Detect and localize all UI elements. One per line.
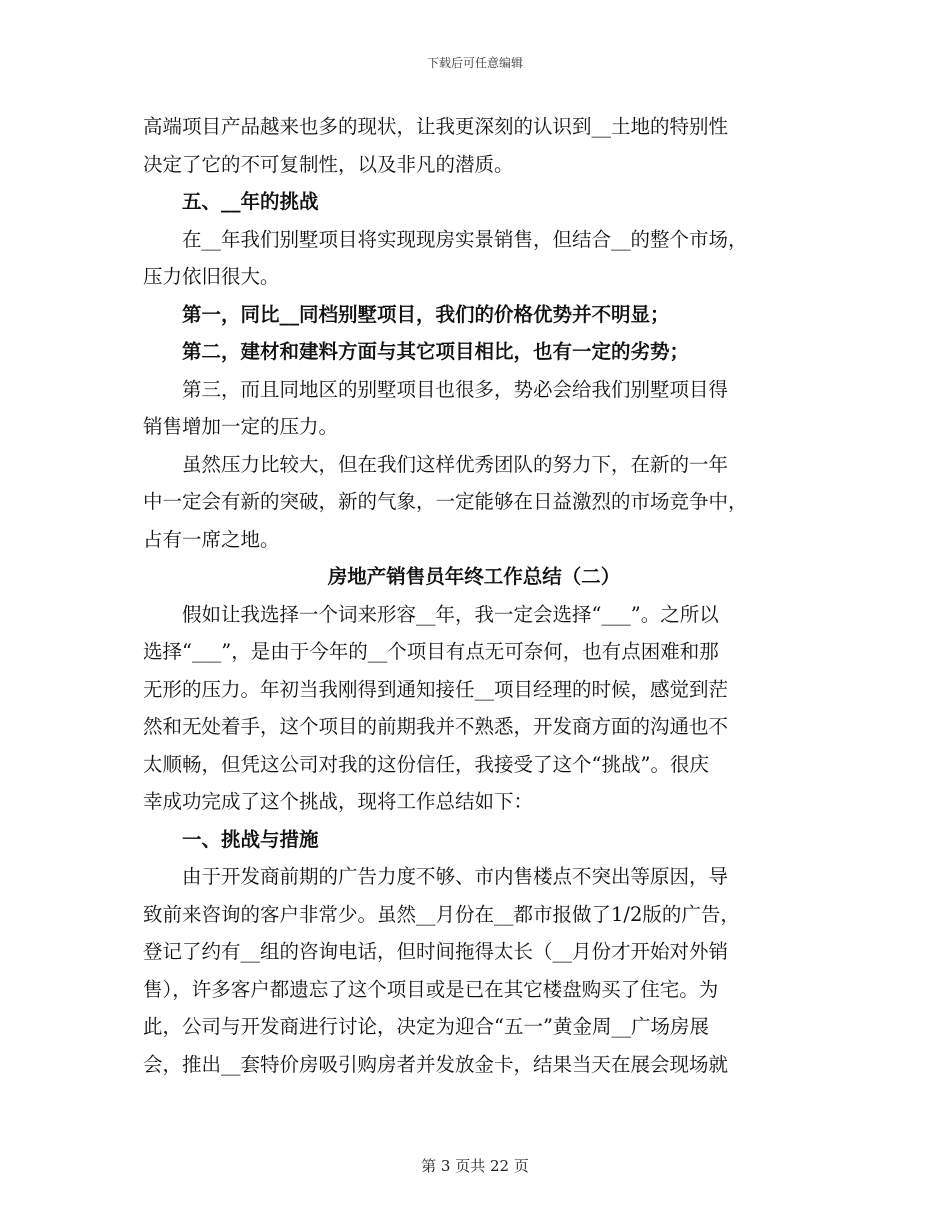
paragraph-line: 然和无处着手，这个项目的前期我并不熟悉，开发商方面的沟通也不 [143,715,729,738]
heading-line: 一、挑战与措施 [182,827,319,851]
heading-line: 五、__年的挑战 [182,190,319,213]
paragraph-line: 无形的压力。年初当我刚得到通知接任__项目经理的时候，感觉到茫 [143,677,729,701]
paragraph-line: 致前来咨询的客户非常少。虽然__月份在__都市报做了1/2版的广告， [143,902,740,926]
paragraph-line: 压力依旧很大。 [143,265,280,288]
paragraph-line: 假如让我选择一个词来形容__年，我一定会选择“___”。之所以 [182,602,719,626]
paragraph-line: 登记了约有__组的咨询电话，但时间拖得太长（__月份才开始对外销 [143,940,729,963]
paragraph-line: 由于开发商前期的广告力度不够、市内售楼点不突出等原因，导 [182,865,729,888]
paragraph-line: 太顺畅，但凭这公司对我的这份信任，我接受了这个“挑战”。很庆 [143,752,709,776]
paragraph-line: 在__年我们别墅项目将实现现房实景销售，但结合__的整个市场， [182,227,748,251]
paragraph-line: 高端项目产品越来也多的现状，让我更深刻的认识到__土地的特别性 [143,115,729,138]
paragraph-line: 决定了它的不可复制性，以及非凡的潜质。 [143,152,514,176]
paragraph-line: 虽然压力比较大，但在我们这样优秀团队的努力下，在新的一年 [182,452,729,476]
heading-line: 第二，建材和建料方面与其它项目相比，也有一定的劣势； [182,340,690,363]
paragraph-line: 占有一席之地。 [143,527,280,551]
paragraph-line: 此，公司与开发商进行讨论，决定为迎合“五一”黄金周__广场房展 [143,1015,709,1038]
document-body [143,108,805,1083]
heading-line: 第一，同比__同档别墅项目，我们的价格优势并不明显； [182,302,670,326]
paragraph-line: 中一定会有新的突破，新的气象，一定能够在日益激烈的市场竞争中， [143,490,748,513]
paragraph-line: 第三，而且同地区的别墅项目也很多，势必会给我们别墅项目得 [182,377,729,401]
paragraph-line: 选择“___”，是由于今年的__个项目有点无可奈何，也有点困难和那 [143,640,719,663]
paragraph-line: 售），许多客户都遗忘了这个项目或是已在其它楼盘购买了住宅。为 [143,977,719,1001]
paragraph-line: 幸成功完成了这个挑战，现将工作总结如下： [143,790,534,813]
page-header: 下载后可任意编辑 [426,56,523,70]
paragraph-line: 销售增加一定的压力。 [143,415,339,438]
page-footer: 第 3 页共 22 页 [421,1157,529,1175]
paragraph-line: 会，推出__套特价房吸引购房者并发放金卡，结果当天在展会现场就 [143,1052,729,1076]
heading-line: 房地产销售员年终工作总结（二） [327,565,621,588]
